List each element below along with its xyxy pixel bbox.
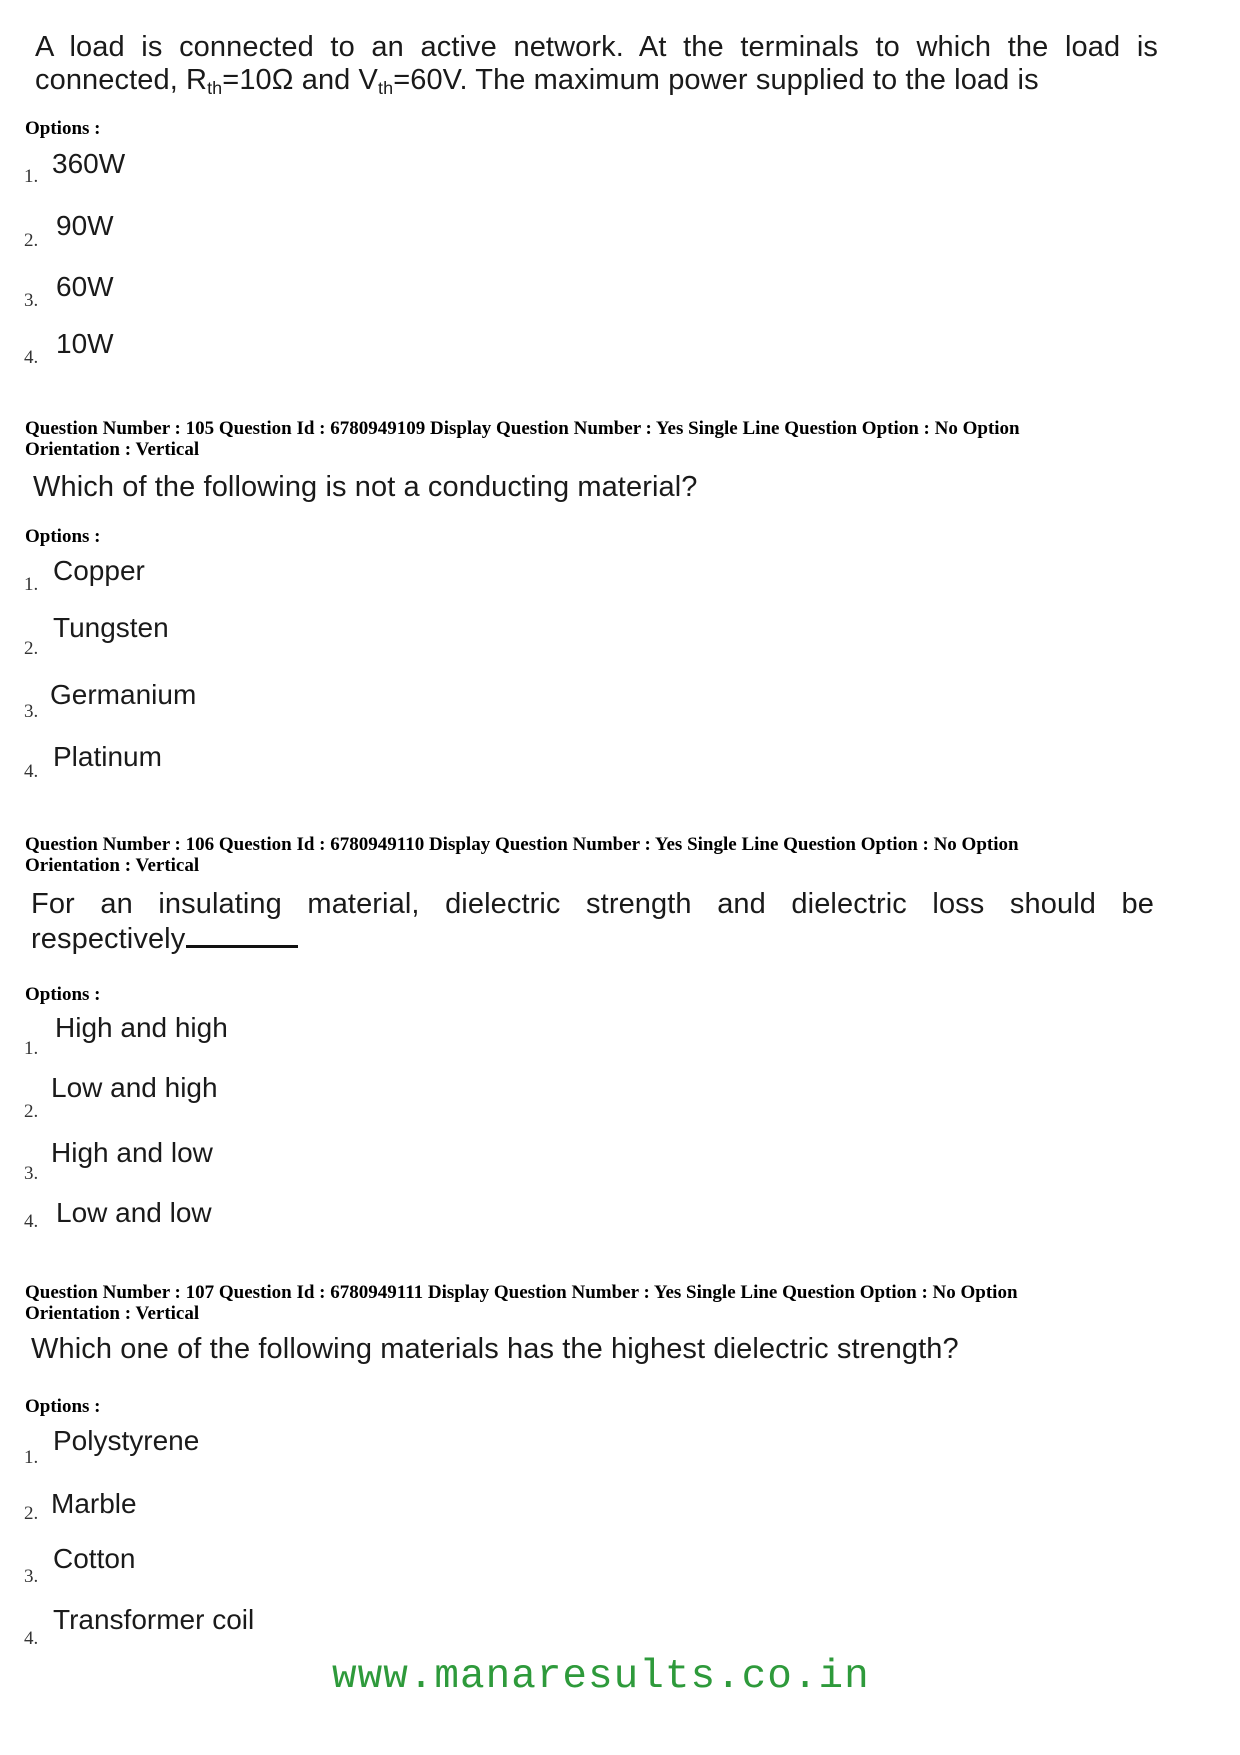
site-watermark: www.manaresults.co.in xyxy=(332,1654,870,1700)
q105-option-4-number: 4. xyxy=(24,761,39,782)
q104-option-3-number: 3. xyxy=(24,290,39,311)
q107-option-2-number: 2. xyxy=(24,1503,39,1524)
q107-option-4-text[interactable]: Transformer coil xyxy=(53,1604,255,1635)
q106-text-respectively: respectively xyxy=(31,923,186,955)
q104-options-label: Options : xyxy=(25,118,101,139)
q104-text-b: =10Ω and V xyxy=(222,64,378,96)
q105-option-2-number: 2. xyxy=(24,638,39,659)
q106-option-4-number: 4. xyxy=(24,1211,39,1232)
q106-option-3-number: 3. xyxy=(24,1163,39,1184)
q107-meta-line-1: Question Number : 107 Question Id : 6780949111 Display Question Number : Yes Single Line Question Option : No Option xyxy=(25,1282,1018,1303)
q105-option-3-text[interactable]: Germanium xyxy=(50,679,197,710)
q105-option-2-text[interactable]: Tungsten xyxy=(53,612,169,643)
q104-option-2-text[interactable]: 90W xyxy=(56,210,114,241)
q105-option-1-text[interactable]: Copper xyxy=(53,555,145,586)
q107-question-text: Which one of the following materials has the highest dielectric strength? xyxy=(31,1333,959,1365)
q107-option-2-text[interactable]: Marble xyxy=(51,1488,137,1519)
q104-option-1-number: 1. xyxy=(24,166,39,187)
q106-option-1-text[interactable]: High and high xyxy=(55,1012,228,1043)
q107-options-label: Options : xyxy=(25,1396,101,1417)
q106-meta-line-1: Question Number : 106 Question Id : 6780949110 Display Question Number : Yes Single Line Question Option : No Option xyxy=(25,834,1019,855)
question-104-line-2 xyxy=(35,64,1039,97)
q106-question-line-1: For an insulating material, dielectric strength and dielectric loss should be xyxy=(31,888,1154,920)
q105-meta-line-2: Orientation : Vertical xyxy=(25,439,200,460)
q107-option-1-number: 1. xyxy=(24,1447,39,1468)
q107-option-3-number: 3. xyxy=(24,1566,39,1587)
q106-option-3-text[interactable]: High and low xyxy=(51,1137,213,1168)
q104-option-1-text[interactable]: 360W xyxy=(52,148,126,179)
q105-option-4-text[interactable]: Platinum xyxy=(53,741,162,772)
answer-blank-line xyxy=(186,944,298,948)
q104-option-2-number: 2. xyxy=(24,230,39,251)
q106-option-4-text[interactable]: Low and low xyxy=(56,1197,212,1228)
question-104-line-1: A load is connected to an active network. At the terminals to which the load is xyxy=(35,31,1158,63)
q107-option-3-text[interactable]: Cotton xyxy=(53,1543,136,1574)
q106-option-2-text[interactable]: Low and high xyxy=(51,1072,218,1103)
q104-option-3-text[interactable]: 60W xyxy=(56,271,114,302)
q106-options-label: Options : xyxy=(25,984,101,1005)
q104-option-4-number: 4. xyxy=(24,347,39,368)
q105-option-1-number: 1. xyxy=(24,574,39,595)
q104-text-a: connected, R xyxy=(35,64,208,96)
q104-subscript-vth: th xyxy=(378,78,394,99)
q105-question-text: Which of the following is not a conducting material? xyxy=(33,471,698,503)
q106-option-2-number: 2. xyxy=(24,1101,39,1122)
q107-option-4-number: 4. xyxy=(24,1628,39,1649)
q104-option-4-text[interactable]: 10W xyxy=(56,328,114,359)
q105-option-3-number: 3. xyxy=(24,701,39,722)
q105-meta-line-1: Question Number : 105 Question Id : 6780949109 Display Question Number : Yes Single Line Question Option : No Option xyxy=(25,418,1020,439)
q104-text-c: =60V. The maximum power supplied to the load is xyxy=(393,64,1039,96)
q105-options-label: Options : xyxy=(25,526,101,547)
q106-meta-line-2: Orientation : Vertical xyxy=(25,855,200,876)
q104-subscript-rth: th xyxy=(207,78,223,99)
q107-meta-line-2: Orientation : Vertical xyxy=(25,1303,200,1324)
q106-option-1-number: 1. xyxy=(24,1038,39,1059)
q106-question-line-2 xyxy=(31,923,298,956)
q107-option-1-text[interactable]: Polystyrene xyxy=(53,1425,200,1456)
